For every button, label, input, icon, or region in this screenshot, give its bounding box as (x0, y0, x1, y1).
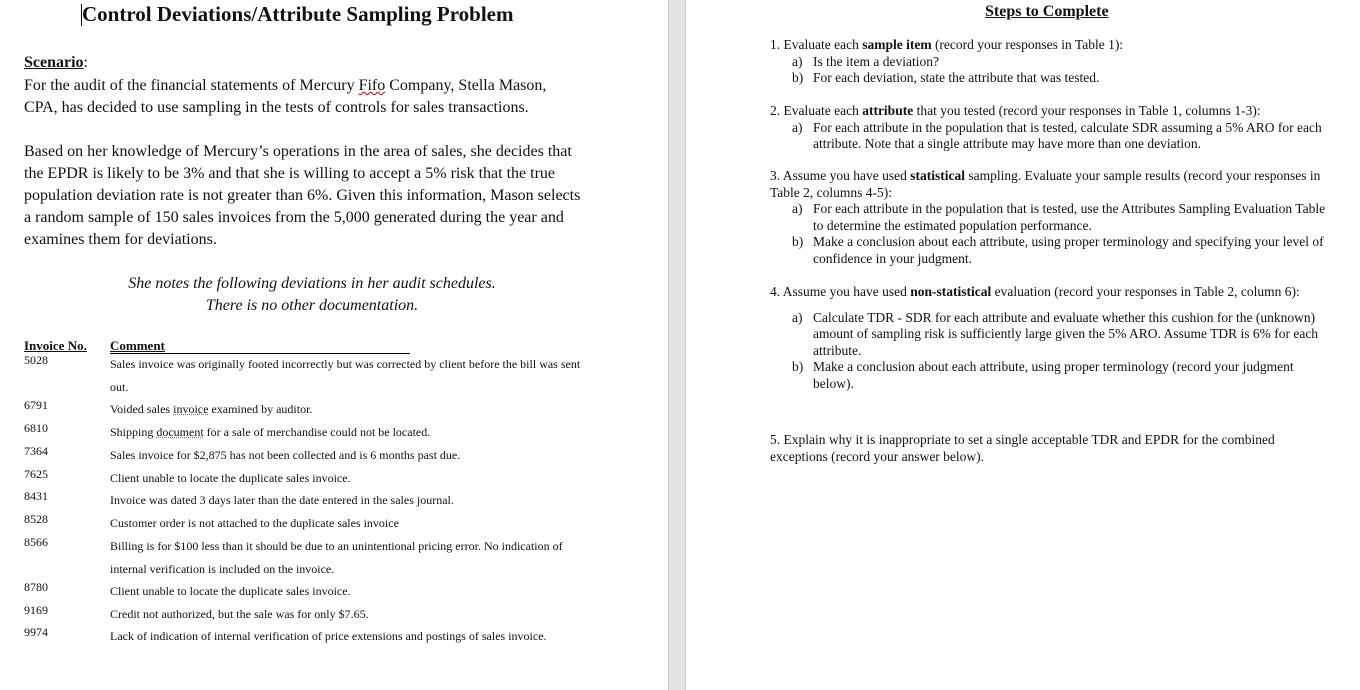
scenario-paragraph-1: For the audit of the financial statements of Mercury Fifo Company, Stella Mason, CPA, has decided to use sampling in the tests of controls for sales transactions. (24, 77, 547, 116)
step-2: 2. Evaluate each attribute that you tested (record your responses in Table 1, columns 1-3): a) For each attribute in the population that is tested, calculate SDR assuming a 5% ARO for each attribute. Note that a single attribute may have more than one deviation. (770, 103, 1322, 151)
deviation-note: She notes the following deviations in her audit schedules. There is no other documentation. (128, 275, 496, 314)
step-1: 1. Evaluate each sample item (record your responses in Table 1): a) Is the item a deviation? b) For each deviation, state the attribute that was tested. (770, 37, 1124, 85)
steps-title: Steps to Complete (985, 3, 1109, 20)
spelling-error-mark[interactable]: Fifo (358, 77, 386, 94)
grammar-mark: invoice (173, 402, 209, 416)
comment-column-header: Comment (110, 338, 165, 353)
right-document-page[interactable] (686, 0, 1360, 690)
invoice-column-header: Invoice No. (24, 338, 87, 353)
step-3: 3. Assume you have used statistical sampling. Evaluate your sample results (record your responses in Table 2, columns 4-5): a) For each attribute in the population that is tested, use the Attributes Sampling Evaluation Table to determine the estimated population performance. b) Make a conclusion about each attribute, using proper terminology and specifying your level of confidence in your judgment. (770, 168, 1326, 266)
left-document-page[interactable]: Control Deviations/Attribute Sampling Problem Scenario: For the audit of the financial statements of Mercury Fifo Company, Stella Mason, CPA, has decided to use sampling in the tests of controls for sales transactions. Based on her knowledge of Mercury’s operations in the area of sales, she decides that the EPDR is likely to be 3% and that she is willing to accept a 5% risk that the true population deviation rate is not greater than 6%. Given this information, Mason selects a random sample of 150 sales invoices from the 5,000 generated during the year and examines them for deviations. She notes the following deviations in her audit schedules. There is no other documentation. Invoice No. Comment 5028 Sales invoice was originally footed incorrectly but was corrected by client before the bill was sent out. 6791 Voided sales invoice examined by auditor. 6810 Shipping document for a sale of merchandise could not be located. 7364 Sales invoice for $2,875 has not been collected and is 6 months past due. 7625 Client unable to locate the duplicate sales invoice. 8431 Invoice was dated 3 days later than the date entered in the sales journal. 8528 Customer order is not attached to the duplicate sales invoice 8566 Billing is for $100 less than it should be due to an unintentional pricing error. No indication of internal verification is included on the invoice. 8780 Client unable to locate the duplicate sales invoice. 9169 Credit not authorized, but the sale was for only $7.65. 9974 Lack of indication of internal verification of price extensions and postings of sales invoice. (0, 0, 668, 690)
scenario-heading: Scenario: (24, 54, 88, 71)
step-5: 5. Explain why it is inappropriate to set a single acceptable TDR and EPDR for the combined exceptions (record your answer below). (770, 432, 1275, 464)
grammar-mark: document (156, 425, 204, 439)
page-gap (668, 0, 686, 690)
page-title: Control Deviations/Attribute Sampling Problem (82, 2, 514, 26)
scenario-paragraph-2: Based on her knowledge of Mercury’s operations in the area of sales, she decides that the EPDR is likely to be 3% and that she is willing to accept a 5% risk that the true population deviation rate is not greater than 6%. Given this information, Mason selects a random sample of 150 sales invoices from the 5,000 generated during the year and examines them for deviations. (24, 143, 581, 248)
step-4: 4. Assume you have used non-statistical evaluation (record your responses in Table 2, column 6): a) Calculate TDR - SDR for each attribute and evaluate whether this cushion for the (unknown) amount of sampling risk is sufficiently large given the 5% ARO. Assume TDR is 6% for each attribute. b) Make a conclusion about each attribute, using proper terminology (record your judgment below). (770, 284, 1319, 391)
